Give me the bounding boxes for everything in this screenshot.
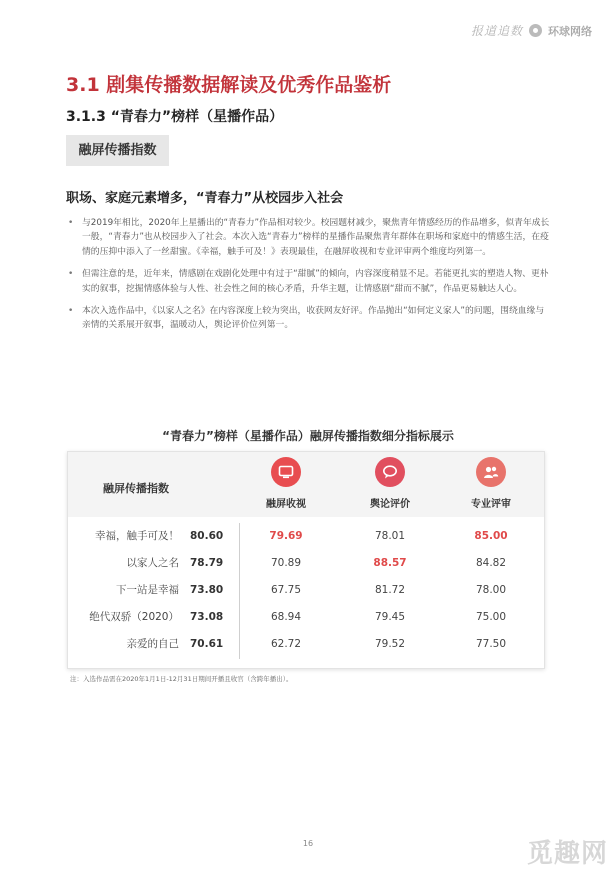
table-header-label: 融屏传播指数 [103,482,169,495]
table-row [68,550,544,576]
column-head-viewership [236,457,336,510]
subsection-title: 3.1.3 “青春力”榜样（星播作品） [66,109,284,125]
review-value: 84.82 [475,557,507,569]
bullet-dot-icon: • [68,306,74,317]
table-row [68,604,544,630]
logo-script-text: 报道追数 [470,24,523,38]
index-tag-box: 融屏传播指数 [66,135,169,166]
footnote: 注：入选作品需在2020年1月1日-12月31日期间开播且收官（含跨年播出）。 [70,675,293,683]
drama-title: 亲爱的自己 [126,638,179,650]
bullet-item [66,267,550,296]
review-value: 78.00 [475,584,507,596]
viewership-value: 67.75 [270,584,302,596]
logo-mark-icon [529,24,542,37]
viewership-value: 79.69 [269,530,303,542]
bullet-dot-icon: • [68,269,74,280]
drama-title: 绝代双骄（2020） [89,611,179,623]
overall-score: 80.60 [190,530,224,542]
logo-name: 环球网络 [548,24,592,38]
column-label: 专业评审 [471,499,511,510]
page-number: 16 [302,839,314,848]
bullet-text: 但需注意的是，近年来，情感剧在戏剧化处理中有过于“甜腻”的倾向，内容深度稍显不足。若能更扎实的塑造人物、更朴实的叙事，挖掘情感体验与人性、社会性之间的核心矛盾，升华主题，让情感剧“甜而不腻”，作品更易触达人心。 [82,269,549,294]
bullet-text: 本次入选作品中，《以家人之名》在内容深度上较为突出，收获网友好评。作品抛出“如何定义家人”的问题，围绕血缘与亲情的关系展开叙事，温暖动人，舆论评价位列第一。 [82,306,545,331]
bullet-text: 与2019年相比，2020年上星播出的“青春力”作品相对较少。校园题材减少，聚焦青年情感经历的作品增多，似青年成长一般，“青春力”也从校园步入了社会。本次入选“青春力”榜样的星播作品聚焦青年群体在职场和家庭中的情感生活，在疫情的压抑中添入了一丝甜蜜。《幸福，触手可及！》表现最佳，在融屏收视和专业评审两个维度均列第一。 [82,218,550,257]
opinion-value: 78.01 [374,530,406,542]
drama-title: 幸福，触手可及！ [95,530,179,542]
overall-score: 70.61 [190,638,224,650]
experts-icon [476,457,506,487]
table-row [68,631,544,657]
opinion-value: 88.57 [373,557,407,569]
overall-score: 73.08 [190,611,224,623]
opinion-value: 79.45 [374,611,406,623]
overall-score: 78.79 [190,557,224,569]
bullet-list [66,216,550,341]
table-title: “青春力”榜样（星播作品）融屏传播指数细分指标展示 [162,429,454,443]
viewership-value: 62.72 [270,638,302,650]
chat-bubble-icon [375,457,405,487]
review-value: 85.00 [474,530,508,542]
opinion-value: 81.72 [374,584,406,596]
review-value: 77.50 [475,638,507,650]
drama-title: 以家人之名 [126,557,179,569]
bullet-item [66,304,550,333]
opinion-value: 79.52 [374,638,406,650]
table-row [68,577,544,603]
bullet-dot-icon: • [68,218,74,228]
overall-score: 73.80 [190,584,224,596]
section-title: 3.1 剧集传播数据解读及优秀作品鉴析 [66,74,392,96]
tv-screen-icon [271,457,301,487]
viewership-value: 70.89 [270,557,302,569]
bullet-item [66,216,550,259]
table-header [68,452,544,517]
drama-title: 下一站是幸福 [116,584,179,596]
column-label: 融屏收视 [266,499,306,510]
table-row [68,523,544,549]
column-head-review [441,457,541,510]
index-table [67,451,545,669]
publisher-logo [471,22,592,39]
column-head-opinion [340,457,440,510]
review-value: 75.00 [475,611,507,623]
viewership-value: 68.94 [270,611,302,623]
column-label: 舆论评价 [370,499,410,510]
site-watermark: 觅趣网 [526,839,608,869]
paragraph-subheading: 职场、家庭元素增多，“青春力”从校园步入社会 [66,191,344,206]
